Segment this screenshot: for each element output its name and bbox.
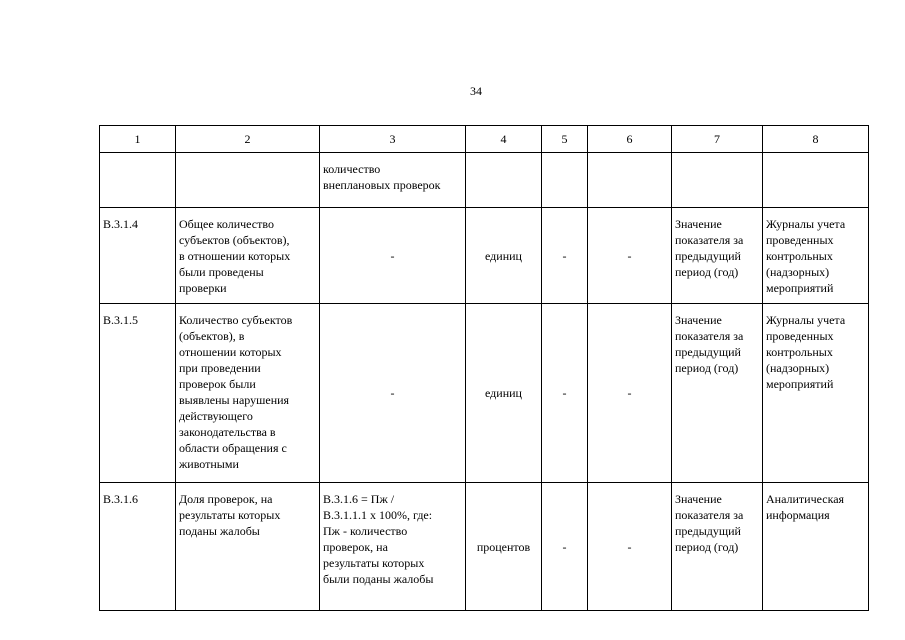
page-number: 34 bbox=[470, 84, 482, 98]
col5-cell: - bbox=[542, 483, 588, 611]
source-value-cell bbox=[672, 153, 763, 208]
col6-cell: - bbox=[588, 208, 672, 304]
unit-cell: единиц bbox=[466, 208, 542, 304]
name-cell bbox=[176, 153, 320, 208]
table-row bbox=[100, 304, 869, 483]
col5-cell: - bbox=[542, 208, 588, 304]
formula-cell: - bbox=[320, 208, 466, 304]
source-doc-cell: Журналы учета проведенных контрольных (надзорных) мероприятий bbox=[763, 304, 869, 483]
table-header-row bbox=[100, 126, 869, 153]
table-row bbox=[100, 153, 869, 208]
unit-cell: процентов bbox=[466, 483, 542, 611]
code-cell bbox=[100, 153, 176, 208]
formula-cell: количество внеплановых проверок bbox=[320, 153, 466, 208]
source-doc-cell: Аналитическая информация bbox=[763, 483, 869, 611]
header-cell: 1 bbox=[100, 126, 176, 153]
name-cell: Количество субъектов (объектов), в отношении которых при проведении проверок были выявлены нарушения действующего законодательства в области обращения с животными bbox=[176, 304, 320, 483]
header-cell: 7 bbox=[672, 126, 763, 153]
header-cell: 8 bbox=[763, 126, 869, 153]
source-value-cell: Значение показателя за предыдущий период (год) bbox=[672, 483, 763, 611]
formula-cell: В.3.1.6 = Пж / В.3.1.1.1 x 100%, где: Пж - количество проверок, на результаты которых были поданы жалобы bbox=[320, 483, 466, 611]
header-cell: 6 bbox=[588, 126, 672, 153]
name-cell: Доля проверок, на результаты которых поданы жалобы bbox=[176, 483, 320, 611]
col6-cell: - bbox=[588, 304, 672, 483]
code-cell: В.3.1.4 bbox=[100, 208, 176, 304]
code-cell: В.3.1.5 bbox=[100, 304, 176, 483]
header-cell: 4 bbox=[466, 126, 542, 153]
header-cell: 3 bbox=[320, 126, 466, 153]
table-row bbox=[100, 483, 869, 611]
header-cell: 5 bbox=[542, 126, 588, 153]
source-value-cell: Значение показателя за предыдущий период (год) bbox=[672, 304, 763, 483]
col6-cell: - bbox=[588, 483, 672, 611]
source-doc-cell: Журналы учета проведенных контрольных (надзорных) мероприятий bbox=[763, 208, 869, 304]
code-cell: В.3.1.6 bbox=[100, 483, 176, 611]
source-doc-cell bbox=[763, 153, 869, 208]
col5-cell: - bbox=[542, 304, 588, 483]
indicators-table bbox=[99, 125, 869, 611]
col6-cell bbox=[588, 153, 672, 208]
source-value-cell: Значение показателя за предыдущий период (год) bbox=[672, 208, 763, 304]
formula-cell: - bbox=[320, 304, 466, 483]
header-cell: 2 bbox=[176, 126, 320, 153]
table-row bbox=[100, 208, 869, 304]
unit-cell bbox=[466, 153, 542, 208]
col5-cell bbox=[542, 153, 588, 208]
name-cell: Общее количество субъектов (объектов), в отношении которых были проведены проверки bbox=[176, 208, 320, 304]
unit-cell: единиц bbox=[466, 304, 542, 483]
